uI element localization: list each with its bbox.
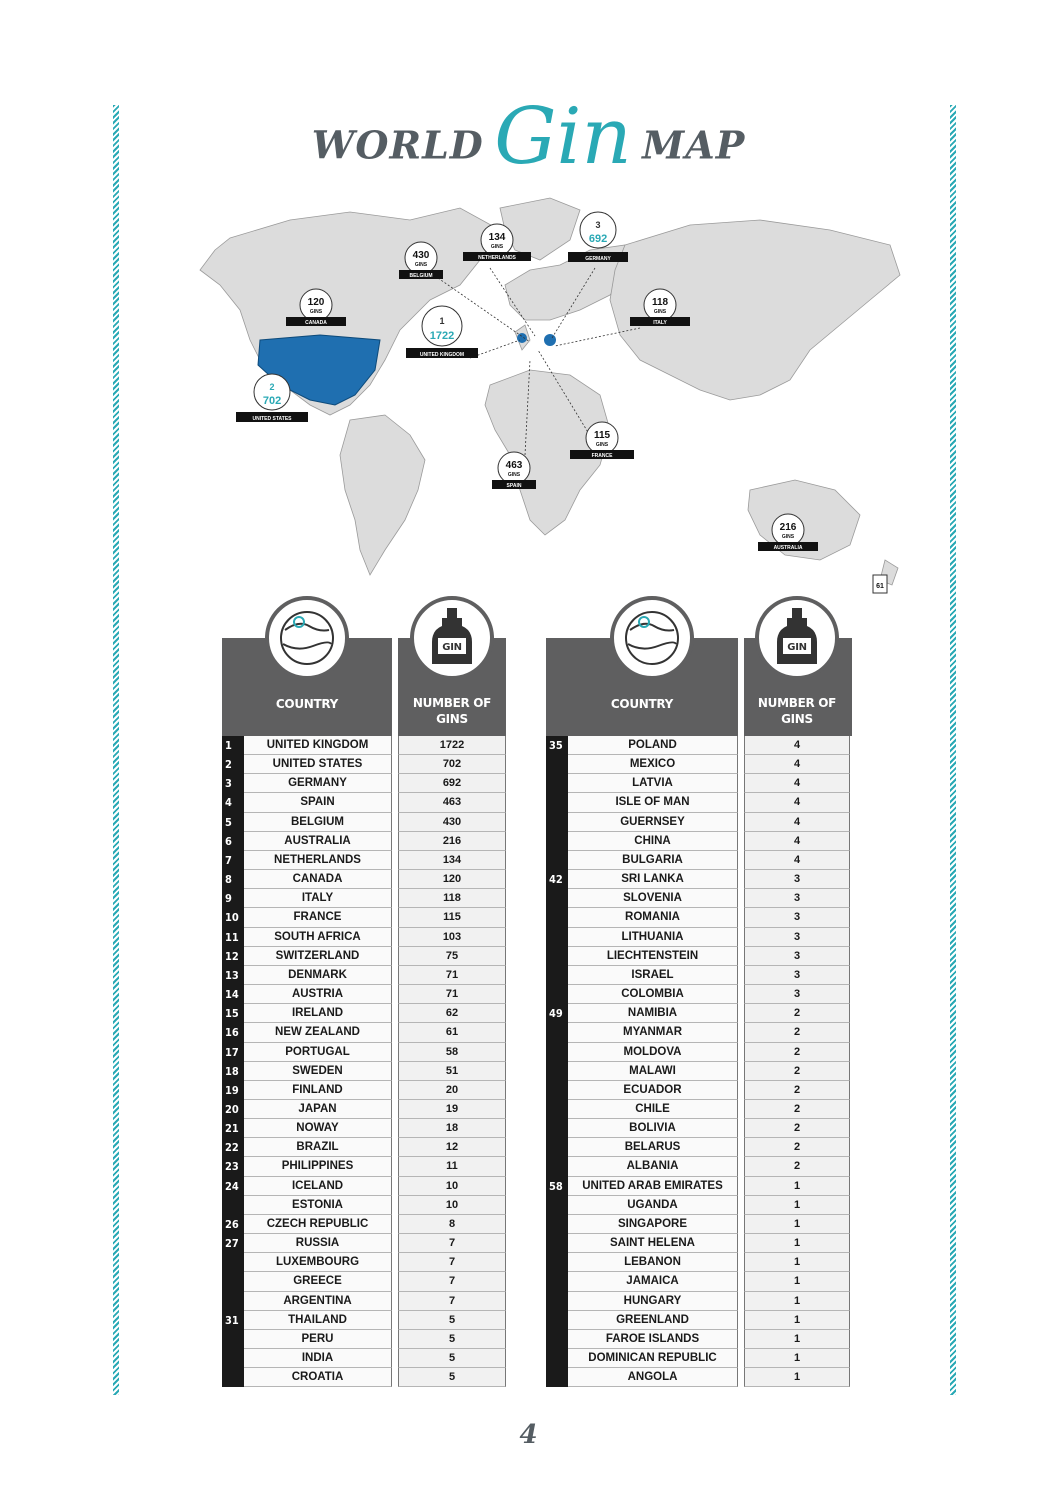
- rank-cell: [546, 1196, 568, 1215]
- callout-us-count: 702: [262, 395, 282, 407]
- rank-cell: 23: [222, 1157, 244, 1176]
- rank-cell: [546, 985, 568, 1004]
- callout-belgium-count: 430: [412, 250, 430, 261]
- country-cell: AUSTRIA: [244, 985, 392, 1004]
- callout-germany-count: 692: [588, 233, 608, 245]
- rank-cell: [546, 851, 568, 870]
- gin-count-cell: 71: [398, 966, 506, 985]
- country-cell: CHINA: [568, 832, 738, 851]
- country-cell: ALBANIA: [568, 1157, 738, 1176]
- gin-count-cell: 61: [398, 1023, 506, 1042]
- country-cell: ITALY: [244, 889, 392, 908]
- rank-cell: [546, 1272, 568, 1291]
- country-cell: CHILE: [568, 1100, 738, 1119]
- gin-count-cell: 7: [398, 1272, 506, 1291]
- gin-count-cell: 1: [744, 1349, 850, 1368]
- callout-australia-count: 216: [779, 522, 797, 533]
- gin-count-cell: 3: [744, 870, 850, 889]
- gin-count-cell: 702: [398, 755, 506, 774]
- country-cell: DENMARK: [244, 966, 392, 985]
- country-cell: BULGARIA: [568, 851, 738, 870]
- gin-count-cell: 20: [398, 1081, 506, 1100]
- country-cell: IRELAND: [244, 1004, 392, 1023]
- rank-cell: 42: [546, 870, 568, 889]
- rank-cell: 14: [222, 985, 244, 1004]
- rank-cell: 9: [222, 889, 244, 908]
- callout-france-gins: GINS: [595, 442, 609, 448]
- rank-cell: [222, 1253, 244, 1272]
- gin-count-cell: 7: [398, 1234, 506, 1253]
- callout-new-zealand: [873, 575, 887, 593]
- gin-count-cell: 7: [398, 1292, 506, 1311]
- callout-spain-label: SPAIN: [506, 483, 522, 489]
- gin-count-cell: 8: [398, 1215, 506, 1234]
- gin-count-cell: 2: [744, 1138, 850, 1157]
- country-cell: RUSSIA: [244, 1234, 392, 1253]
- rank-cell: 58: [546, 1177, 568, 1196]
- rank-cell: [546, 889, 568, 908]
- country-cell: BRAZIL: [244, 1138, 392, 1157]
- gin-count-cell: 118: [398, 889, 506, 908]
- gin-badge-label: GIN: [442, 642, 462, 653]
- rank-cell: 12: [222, 947, 244, 966]
- gin-count-cell: 11: [398, 1157, 506, 1176]
- country-cell: BELARUS: [568, 1138, 738, 1157]
- gin-count-cell: 3: [744, 889, 850, 908]
- number-header-line1: NUMBER OF: [757, 696, 837, 710]
- country-cell: SWITZERLAND: [244, 947, 392, 966]
- gin-count-cell: 1: [744, 1368, 850, 1387]
- country-cell: NAMIBIA: [568, 1004, 738, 1023]
- country-cell: BOLIVIA: [568, 1119, 738, 1138]
- rank-cell: [222, 1330, 244, 1349]
- rank-cell: [546, 774, 568, 793]
- gin-count-cell: 58: [398, 1043, 506, 1062]
- gin-count-cell: 7: [398, 1253, 506, 1272]
- callout-france-count: 115: [593, 430, 611, 441]
- callout-australia-gins: GINS: [781, 534, 795, 540]
- rank-cell: 31: [222, 1311, 244, 1330]
- callout-uk-label: UNITED KINGDOM: [419, 352, 465, 358]
- rank-cell: [222, 1292, 244, 1311]
- gin-count-cell: 2: [744, 1119, 850, 1138]
- country-cell: UNITED KINGDOM: [244, 736, 392, 755]
- gin-count-cell: 2: [744, 1023, 850, 1042]
- gin-count-cell: 430: [398, 813, 506, 832]
- rank-cell: 22: [222, 1138, 244, 1157]
- country-cell: GREENLAND: [568, 1311, 738, 1330]
- rank-cell: [546, 813, 568, 832]
- rank-cell: [546, 1100, 568, 1119]
- gin-count-cell: 4: [744, 832, 850, 851]
- country-cell: FRANCE: [244, 908, 392, 927]
- rank-cell: 10: [222, 908, 244, 927]
- country-cell: ARGENTINA: [244, 1292, 392, 1311]
- gin-count-cell: 4: [744, 755, 850, 774]
- country-cell: PORTUGAL: [244, 1043, 392, 1062]
- country-cell: LUXEMBOURG: [244, 1253, 392, 1272]
- gin-count-cell: 4: [744, 851, 850, 870]
- rank-cell: 6: [222, 832, 244, 851]
- gin-count-cell: 216: [398, 832, 506, 851]
- country-cell: MYANMAR: [568, 1023, 738, 1042]
- gin-count-cell: 2: [744, 1043, 850, 1062]
- country-cell: PHILIPPINES: [244, 1157, 392, 1176]
- rank-cell: 17: [222, 1043, 244, 1062]
- rank-cell: 18: [222, 1062, 244, 1081]
- gin-count-cell: 2: [744, 1081, 850, 1100]
- callout-uk-rank: 1: [439, 316, 445, 326]
- gin-count-cell: 12: [398, 1138, 506, 1157]
- gin-count-cell: 19: [398, 1100, 506, 1119]
- callout-netherlands-count: 134: [488, 232, 506, 243]
- country-cell: CROATIA: [244, 1368, 392, 1387]
- country-cell: LEBANON: [568, 1253, 738, 1272]
- gin-count-cell: 10: [398, 1177, 506, 1196]
- rank-cell: [546, 832, 568, 851]
- country-cell: MALAWI: [568, 1062, 738, 1081]
- gin-count-cell: 3: [744, 908, 850, 927]
- country-cell: FINLAND: [244, 1081, 392, 1100]
- country-cell: JAMAICA: [568, 1272, 738, 1291]
- gin-count-cell: 692: [398, 774, 506, 793]
- gin-count-cell: 1: [744, 1215, 850, 1234]
- country-cell: SWEDEN: [244, 1062, 392, 1081]
- rank-cell: [546, 1292, 568, 1311]
- title-gin: Gin: [494, 92, 632, 182]
- globe-icon: [265, 596, 349, 680]
- gin-count-cell: 2: [744, 1004, 850, 1023]
- gin-count-cell: 1: [744, 1234, 850, 1253]
- gin-bottle-icon: [410, 596, 494, 680]
- gin-count-cell: 1: [744, 1253, 850, 1272]
- callout-canada-label: CANADA: [305, 320, 327, 326]
- gin-count-cell: 75: [398, 947, 506, 966]
- rank-cell: 1: [222, 736, 244, 755]
- gin-count-cell: 463: [398, 793, 506, 812]
- gin-count-cell: 120: [398, 870, 506, 889]
- callout-australia-label: AUSTRALIA: [773, 545, 803, 551]
- country-cell: CANADA: [244, 870, 392, 889]
- gin-count-cell: 71: [398, 985, 506, 1004]
- country-cell: MOLDOVA: [568, 1043, 738, 1062]
- rank-cell: 11: [222, 928, 244, 947]
- country-cell: MEXICO: [568, 755, 738, 774]
- country-cell: JAPAN: [244, 1100, 392, 1119]
- rank-cell: 20: [222, 1100, 244, 1119]
- gin-count-cell: 5: [398, 1349, 506, 1368]
- germany-marker: [544, 334, 556, 346]
- south-america-landmass: [340, 415, 425, 575]
- gin-bottle-icon: [755, 596, 839, 680]
- country-cell: ESTONIA: [244, 1196, 392, 1215]
- country-cell: ISLE OF MAN: [568, 793, 738, 812]
- country-cell: SOUTH AFRICA: [244, 928, 392, 947]
- rank-cell: 5: [222, 813, 244, 832]
- rank-cell: 26: [222, 1215, 244, 1234]
- country-cell: ANGOLA: [568, 1368, 738, 1387]
- country-cell: SRI LANKA: [568, 870, 738, 889]
- rank-cell: [546, 1023, 568, 1042]
- gin-badge-label: GIN: [787, 642, 807, 653]
- country-cell: NETHERLANDS: [244, 851, 392, 870]
- gin-count-cell: 4: [744, 736, 850, 755]
- callout-belgium-label: BELGIUM: [409, 273, 433, 279]
- globe-icon: [610, 596, 694, 680]
- gin-count-cell: 3: [744, 947, 850, 966]
- rank-cell: [546, 1081, 568, 1100]
- gin-count-cell: 3: [744, 928, 850, 947]
- rank-cell: 16: [222, 1023, 244, 1042]
- callout-netherlands-label: NETHERLANDS: [478, 255, 516, 261]
- gin-count-cell: 115: [398, 908, 506, 927]
- gin-count-cell: 1: [744, 1196, 850, 1215]
- number-header-line2: GINS: [436, 712, 468, 726]
- page-title: [0, 92, 1057, 190]
- rank-cell: [546, 1119, 568, 1138]
- gin-count-cell: 4: [744, 813, 850, 832]
- rank-cell: 15: [222, 1004, 244, 1023]
- rank-cell: [546, 1157, 568, 1176]
- title-map: MAP: [642, 122, 746, 168]
- gin-count-cell: 62: [398, 1004, 506, 1023]
- country-cell: SAINT HELENA: [568, 1234, 738, 1253]
- gin-count-cell: 103: [398, 928, 506, 947]
- page-number: 4: [519, 1420, 538, 1450]
- country-header: COUNTRY: [275, 697, 339, 711]
- country-cell: SPAIN: [244, 793, 392, 812]
- left-decorative-border: [113, 105, 119, 1395]
- country-header: COUNTRY: [610, 697, 674, 711]
- country-cell: LATVIA: [568, 774, 738, 793]
- gin-count-cell: 4: [744, 793, 850, 812]
- rank-cell: [546, 1234, 568, 1253]
- rank-cell: 7: [222, 851, 244, 870]
- gin-count-cell: 5: [398, 1368, 506, 1387]
- gin-count-cell: 3: [744, 966, 850, 985]
- country-cell: COLOMBIA: [568, 985, 738, 1004]
- rank-cell: [546, 947, 568, 966]
- title-world: WORLD: [311, 122, 484, 168]
- country-cell: POLAND: [568, 736, 738, 755]
- number-header-line2: GINS: [781, 712, 813, 726]
- country-cell: INDIA: [244, 1349, 392, 1368]
- country-cell: GUERNSEY: [568, 813, 738, 832]
- uk-marker: [517, 333, 527, 343]
- rank-cell: [222, 1368, 244, 1387]
- country-cell: NEW ZEALAND: [244, 1023, 392, 1042]
- world-map: [170, 190, 930, 610]
- country-cell: LITHUANIA: [568, 928, 738, 947]
- country-cell: DOMINICAN REPUBLIC: [568, 1349, 738, 1368]
- gin-count-cell: 1722: [398, 736, 506, 755]
- rank-cell: [546, 1253, 568, 1272]
- gin-count-cell: 3: [744, 985, 850, 1004]
- rank-cell: [546, 1215, 568, 1234]
- rank-cell: [546, 1062, 568, 1081]
- rank-cell: [546, 1043, 568, 1062]
- country-cell: AUSTRALIA: [244, 832, 392, 851]
- country-cell: THAILAND: [244, 1311, 392, 1330]
- callout-italy-count: 118: [651, 297, 669, 308]
- country-cell: SINGAPORE: [568, 1215, 738, 1234]
- rank-cell: 8: [222, 870, 244, 889]
- country-cell: UNITED ARAB EMIRATES: [568, 1177, 738, 1196]
- rank-cell: [546, 793, 568, 812]
- rank-cell: [546, 1330, 568, 1349]
- callout-uk-count: 1722: [429, 330, 455, 342]
- gin-count-cell: 5: [398, 1330, 506, 1349]
- country-cell: BELGIUM: [244, 813, 392, 832]
- gin-count-cell: 1: [744, 1292, 850, 1311]
- callout-belgium-gins: GINS: [414, 262, 428, 268]
- gin-count-cell: 1: [744, 1330, 850, 1349]
- rank-cell: 27: [222, 1234, 244, 1253]
- country-cell: PERU: [244, 1330, 392, 1349]
- callout-uk: [406, 306, 478, 358]
- country-cell: ISRAEL: [568, 966, 738, 985]
- gin-count-cell: 51: [398, 1062, 506, 1081]
- country-cell: HUNGARY: [568, 1292, 738, 1311]
- callout-netherlands-gins: GINS: [490, 244, 504, 250]
- gin-count-cell: 1: [744, 1177, 850, 1196]
- rank-cell: [222, 1349, 244, 1368]
- gin-count-cell: 2: [744, 1157, 850, 1176]
- gin-count-cell: 4: [744, 774, 850, 793]
- right-decorative-border: [950, 105, 956, 1395]
- callout-germany-rank: 3: [595, 220, 601, 230]
- callout-germany-label: GERMANY: [585, 256, 611, 262]
- country-cell: LIECHTENSTEIN: [568, 947, 738, 966]
- gin-count-cell: 134: [398, 851, 506, 870]
- rank-cell: [546, 928, 568, 947]
- callout-new-zealand-count: 61: [876, 583, 884, 590]
- rank-cell: [546, 908, 568, 927]
- callout-france-label: FRANCE: [591, 453, 613, 459]
- country-cell: GERMANY: [244, 774, 392, 793]
- rank-cell: 3: [222, 774, 244, 793]
- callout-us-label: UNITED STATES: [252, 416, 292, 422]
- country-cell: FAROE ISLANDS: [568, 1330, 738, 1349]
- rank-cell: 19: [222, 1081, 244, 1100]
- callout-us-rank: 2: [269, 382, 275, 392]
- rank-cell: [546, 966, 568, 985]
- gin-count-cell: 18: [398, 1119, 506, 1138]
- gin-count-cell: 2: [744, 1062, 850, 1081]
- callout-spain-gins: GINS: [507, 472, 521, 478]
- rank-cell: 49: [546, 1004, 568, 1023]
- rank-cell: 13: [222, 966, 244, 985]
- callout-spain-count: 463: [505, 460, 523, 471]
- callout-canada-count: 120: [307, 297, 325, 308]
- rank-cell: [546, 1138, 568, 1157]
- rank-cell: 4: [222, 793, 244, 812]
- rank-cell: [546, 755, 568, 774]
- rank-cell: [546, 1368, 568, 1387]
- country-cell: ECUADOR: [568, 1081, 738, 1100]
- rank-cell: [222, 1196, 244, 1215]
- callout-italy-gins: GINS: [653, 309, 667, 315]
- rank-cell: 21: [222, 1119, 244, 1138]
- country-cell: UNITED STATES: [244, 755, 392, 774]
- country-cell: NOWAY: [244, 1119, 392, 1138]
- country-cell: SLOVENIA: [568, 889, 738, 908]
- greenland-landmass: [500, 198, 580, 260]
- rank-cell: [546, 1311, 568, 1330]
- number-header-line1: NUMBER OF: [412, 696, 492, 710]
- country-cell: CZECH REPUBLIC: [244, 1215, 392, 1234]
- rank-cell: [222, 1272, 244, 1291]
- country-cell: GREECE: [244, 1272, 392, 1291]
- gin-count-cell: 2: [744, 1100, 850, 1119]
- gin-count-cell: 1: [744, 1311, 850, 1330]
- gin-count-cell: 1: [744, 1272, 850, 1291]
- rank-cell: 24: [222, 1177, 244, 1196]
- country-cell: ICELAND: [244, 1177, 392, 1196]
- gin-count-cell: 5: [398, 1311, 506, 1330]
- country-cell: UGANDA: [568, 1196, 738, 1215]
- rank-cell: 2: [222, 755, 244, 774]
- country-cell: ROMANIA: [568, 908, 738, 927]
- rank-cell: [546, 1349, 568, 1368]
- gin-count-cell: 10: [398, 1196, 506, 1215]
- rank-cell: 35: [546, 736, 568, 755]
- callout-canada-gins: GINS: [309, 309, 323, 315]
- callout-italy-label: ITALY: [653, 320, 667, 326]
